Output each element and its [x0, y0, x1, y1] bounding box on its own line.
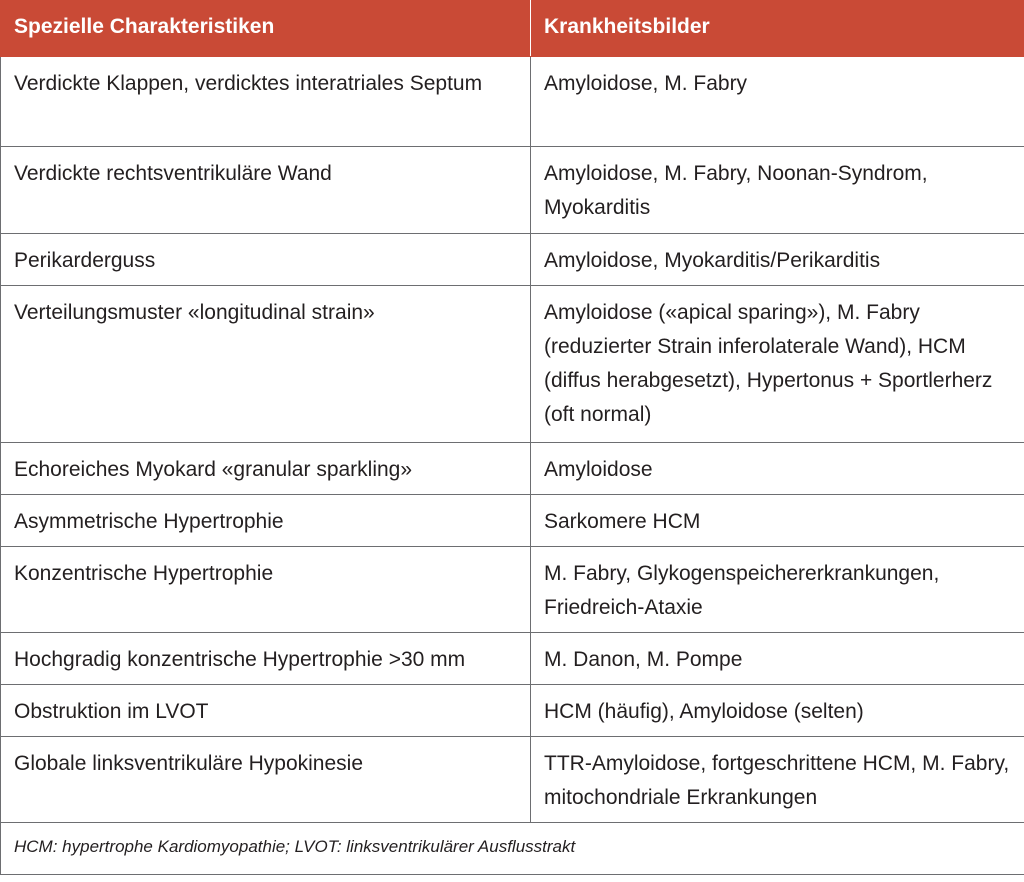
table-row [1, 547, 1024, 633]
cell-diseases: HCM (häufig), Amyloidose (selten) [531, 685, 1024, 737]
table-footer [1, 823, 1024, 875]
cell-characteristic: Verdickte Klappen, verdicktes interatriales Septum [1, 57, 531, 147]
cell-diseases: Amyloidose, M. Fabry, Noonan-Syndrom, Myokarditis [531, 147, 1024, 234]
cell-characteristic: Verteilungsmuster «longitudinal strain» [1, 286, 531, 443]
table-body [1, 57, 1024, 823]
cell-characteristic: Konzentrische Hypertrophie [1, 547, 531, 633]
cell-diseases: TTR-Amyloidose, fortgeschrittene HCM, M. Fabry, mitochondriale Erkrankungen [531, 737, 1024, 823]
table-row [1, 685, 1024, 737]
table-row [1, 633, 1024, 685]
cell-characteristic: Hochgradig konzentrische Hypertrophie >30 mm [1, 633, 531, 685]
cell-characteristic: Asymmetrische Hypertrophie [1, 495, 531, 547]
table-row [1, 737, 1024, 823]
header-row [1, 1, 1024, 57]
table-header [1, 1, 1024, 57]
cell-characteristic: Verdickte rechtsventrikuläre Wand [1, 147, 531, 234]
footnote: HCM: hypertrophe Kardiomyopathie; LVOT: linksventrikulärer Ausflusstrakt [1, 823, 1024, 875]
table-row [1, 234, 1024, 286]
table-row [1, 57, 1024, 147]
cell-diseases: M. Danon, M. Pompe [531, 633, 1024, 685]
cell-diseases: Amyloidose, M. Fabry [531, 57, 1024, 147]
cell-diseases: Amyloidose [531, 443, 1024, 495]
cell-characteristic: Perikarderguss [1, 234, 531, 286]
header-special-characteristics: Spezielle Charakteristiken [1, 1, 531, 57]
table-row [1, 286, 1024, 443]
cell-diseases: Amyloidose, Myokarditis/Perikarditis [531, 234, 1024, 286]
table-row [1, 495, 1024, 547]
cell-characteristic: Obstruktion im LVOT [1, 685, 531, 737]
header-disease-patterns: Krankheitsbilder [531, 1, 1024, 57]
cell-diseases: Amyloidose («apical sparing»), M. Fabry (reduzierter Strain inferolaterale Wand), HCM (diffus herabgesetzt), Hypertonus + Sportlerherz (oft normal) [531, 286, 1024, 443]
cell-diseases: Sarkomere HCM [531, 495, 1024, 547]
table-row [1, 443, 1024, 495]
table-row [1, 147, 1024, 234]
footnote-row [1, 823, 1024, 875]
cell-diseases: M. Fabry, Glykogenspeichererkrankungen, Friedreich-Ataxie [531, 547, 1024, 633]
cell-characteristic: Echoreiches Myokard «granular sparkling» [1, 443, 531, 495]
cell-characteristic: Globale linksventrikuläre Hypokinesie [1, 737, 531, 823]
